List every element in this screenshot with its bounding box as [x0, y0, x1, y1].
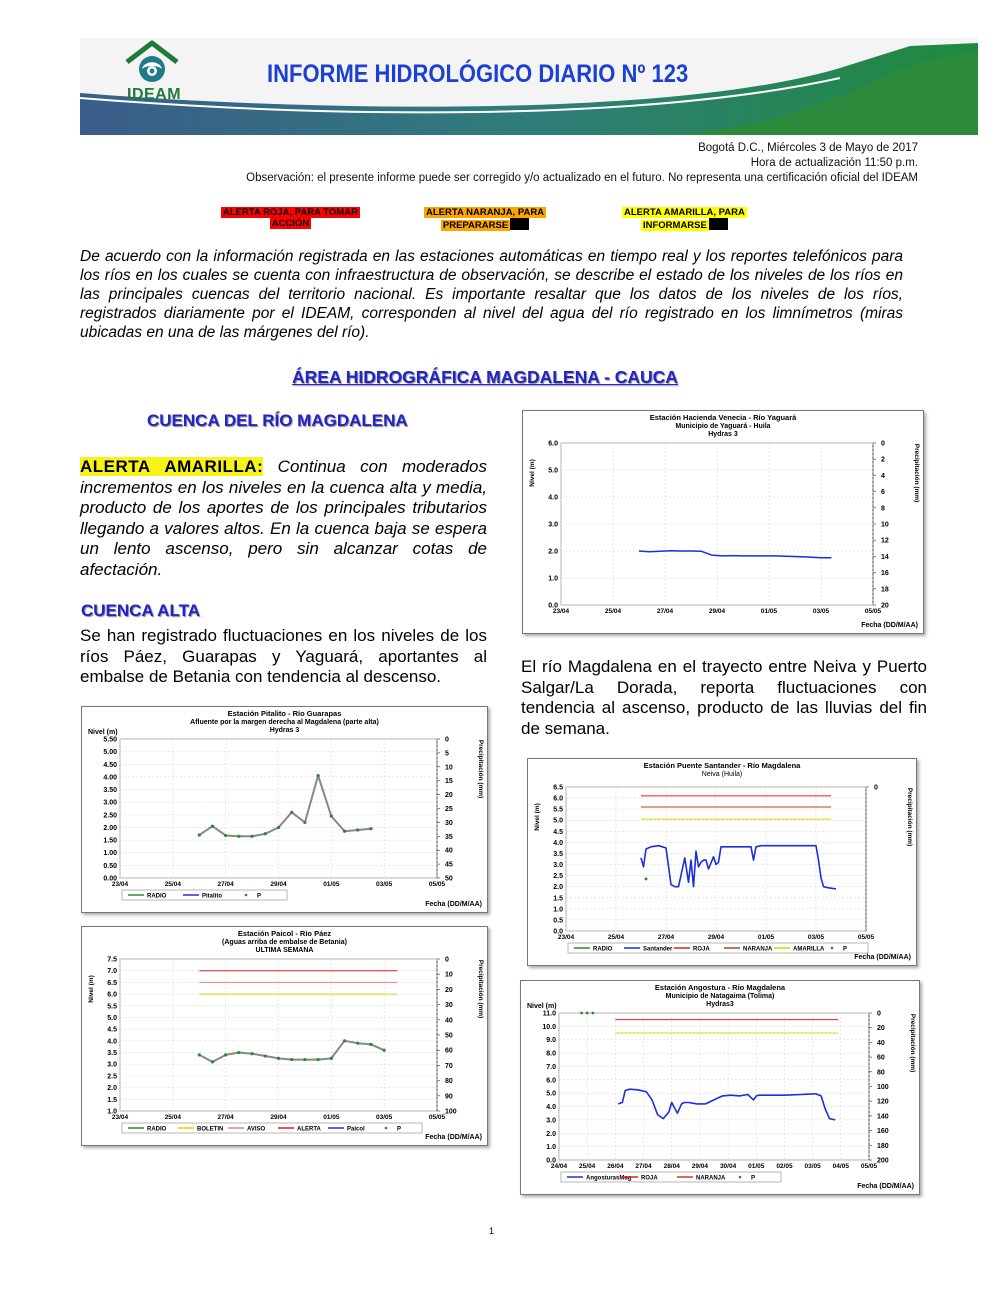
y2-tick-label: 10	[445, 971, 453, 979]
x-tick-label: 25/04	[579, 1163, 596, 1170]
data-point	[211, 1060, 214, 1063]
x-tick-label: 02/05	[776, 1163, 793, 1170]
y-tick-label: 2.00	[103, 824, 117, 832]
y-tick-label: 9.0	[546, 1037, 556, 1045]
y2-axis-label: Precipitación (mm)	[913, 443, 920, 503]
y-tick-label: 1.0	[548, 575, 558, 583]
y2-tick-label: 2	[881, 456, 885, 464]
y-axis-label: Nivel (m)	[88, 975, 95, 1003]
x-tick-label: 01/05	[748, 1163, 765, 1170]
y-tick-label: 1.0	[546, 1144, 556, 1152]
alert-label: ALERTA AMARILLA:	[80, 457, 264, 476]
x-axis-label: Fecha (DD/M/AA)	[854, 954, 911, 961]
y2-tick-label: 50	[445, 1032, 453, 1040]
y-axis-label: Nivel (m)	[529, 459, 536, 487]
y2-tick-label: 30	[445, 1002, 453, 1010]
x-tick-label: 27/04	[656, 608, 674, 615]
y-tick-label: 2.0	[546, 1130, 556, 1138]
y-tick-label: 3.00	[103, 799, 117, 807]
data-point	[356, 828, 359, 831]
x-tick-label: 23/04	[111, 1114, 129, 1121]
y-tick-label: 4.00	[103, 774, 117, 782]
date-line: Bogotá D.C., Miércoles 3 de Mayo de 2017	[698, 142, 918, 154]
legend-label: NARANJA	[743, 946, 773, 953]
chart-subtitle: (Aguas arriba de embalse de Betania)	[222, 939, 347, 946]
legend-label: ROJA	[693, 946, 710, 953]
legend-label: AngosturasMag	[586, 1175, 632, 1182]
data-point	[277, 826, 280, 829]
legend-label: ROJA	[641, 1175, 658, 1182]
y2-tick-label: 6	[881, 489, 885, 497]
y-tick-label: 6.0	[107, 991, 117, 999]
x-tick-label: 01/05	[323, 881, 340, 888]
y-tick-label: 0.0	[553, 928, 563, 936]
legend-label: P	[843, 946, 848, 953]
x-tick-label: 30/04	[719, 1163, 737, 1170]
chart-subtitle2: Hydras3	[706, 1001, 734, 1008]
y-tick-label: 1.00	[103, 850, 117, 858]
data-point	[303, 821, 306, 824]
legend-swatch	[831, 947, 834, 950]
x-tick-label: 23/04	[552, 608, 570, 615]
y-tick-label: 3.5	[553, 850, 563, 858]
y2-tick-label: 45	[445, 861, 453, 869]
y-tick-label: 0.5	[553, 917, 563, 925]
y2-axis-label: Precipitación (mm)	[906, 787, 913, 847]
data-point	[369, 827, 372, 830]
x-axis-label: Fecha (DD/M/AA)	[861, 622, 918, 629]
y2-axis-label: Precipitación (mm)	[477, 739, 484, 799]
data-point	[317, 1058, 320, 1061]
data-point	[250, 1052, 253, 1055]
magdalena-paragraph: El río Magdalena en el trayecto entre Neiva y Puerto Salgar/La Dorada, reporta fluctuaciones con tendencia al ascenso, producto de las lluvias del fin de semana.	[521, 657, 927, 738]
cuenca-alta-paragraph: Se han registrado fluctuaciones en los niveles de los ríos Páez, Guarapas y Yaguará, aportantes al embalse de Betania con tendencia al descenso.	[80, 626, 487, 686]
chart-subtitle: Afluente por la margen derecha al Magdalena (parte alta)	[190, 719, 379, 726]
legend-swatch	[385, 1127, 388, 1130]
x-tick-label: 29/04	[707, 934, 725, 941]
y-axis-label: Nivel (m)	[534, 803, 541, 831]
legend-label: AMARILLA	[793, 946, 825, 953]
series-line	[618, 1089, 835, 1120]
data-point	[645, 878, 648, 881]
x-tick-label: 01/05	[323, 1114, 340, 1121]
legend-label: BOLETIN	[197, 1126, 224, 1133]
x-tick-label: 29/04	[270, 1114, 287, 1121]
y2-tick-label: 20	[877, 1025, 885, 1033]
chart-title: Estación Pitalito - Río Guarapas	[227, 709, 342, 718]
alert-naranja-line2: PREPARARSE	[442, 220, 509, 231]
chart-title: Estación Hacienda Venecia - Río Yaguará	[649, 413, 797, 422]
x-tick-label: 25/04	[164, 881, 181, 888]
update-time: Hora de actualización 11:50 p.m.	[750, 157, 918, 169]
data-point	[290, 1058, 293, 1061]
x-tick-label: 24/04	[550, 1163, 568, 1170]
date-block	[246, 141, 918, 186]
y-axis-label: Nivel (m)	[527, 1003, 557, 1010]
legend-label: RADIO	[147, 1126, 167, 1133]
y-tick-label: 5.0	[553, 817, 563, 825]
y-tick-label: 11.0	[542, 1010, 556, 1018]
y2-tick-label: 180	[877, 1142, 889, 1150]
legend-label: AVISO	[247, 1126, 266, 1133]
y-tick-label: 6.5	[107, 979, 117, 987]
x-tick-label: 03/05	[804, 1163, 821, 1170]
y-tick-label: 1.50	[103, 837, 117, 845]
y2-tick-label: 100	[445, 1108, 457, 1116]
legend-label: P	[257, 893, 262, 900]
y-tick-label: 2.0	[553, 884, 563, 892]
series-line	[639, 551, 831, 558]
data-point	[330, 814, 333, 817]
chart-angostura	[520, 980, 920, 1195]
x-tick-label: 01/05	[760, 608, 778, 615]
y-tick-label: 3.5	[107, 1050, 117, 1058]
y2-tick-label: 20	[445, 986, 453, 994]
y2-tick-label: 40	[445, 847, 453, 855]
chart-svg	[528, 759, 916, 965]
alert-amarilla-line2: INFORMARSE	[642, 220, 707, 231]
alert-roja-legend	[221, 207, 360, 229]
chart-pitalito	[81, 706, 488, 913]
alert-text: Continua con moderados incrementos en los niveles en la cuenca alta y media, producto de los aportes de los principales tributarios llegando a valores altos. En la cuenca baja se espera un lento ascenso, pero sin alcanzar cotas de afectación.	[80, 457, 487, 579]
y-tick-label: 2.0	[107, 1085, 117, 1093]
data-point	[198, 1053, 201, 1056]
data-point	[343, 1039, 346, 1042]
y-tick-label: 5.5	[107, 1003, 117, 1011]
x-tick-label: 26/04	[607, 1163, 624, 1170]
y-tick-label: 4.5	[107, 1026, 117, 1034]
x-tick-label: 27/04	[217, 1114, 234, 1121]
data-point	[198, 833, 201, 836]
y2-tick-label: 0	[881, 440, 885, 448]
y2-tick-label: 120	[877, 1098, 889, 1106]
y-tick-label: 1.0	[107, 1108, 117, 1116]
y-tick-label: 3.0	[546, 1117, 556, 1125]
y-tick-label: 7.0	[107, 968, 117, 976]
y2-tick-label: 0	[445, 736, 449, 744]
y2-tick-label: 80	[445, 1078, 453, 1086]
chart-title: Estación Paicol - Río Páez	[237, 929, 332, 938]
y-tick-label: 6.0	[553, 795, 563, 803]
y2-tick-label: 18	[881, 586, 889, 594]
data-point	[224, 1053, 227, 1056]
data-point	[250, 835, 253, 838]
y-tick-label: 5.0	[548, 467, 558, 475]
x-tick-label: 23/04	[557, 934, 575, 941]
x-tick-label: 27/04	[217, 881, 234, 888]
series-line	[641, 846, 836, 889]
chart-subtitle: Neiva (Huila)	[701, 771, 743, 778]
y2-tick-label: 15	[445, 778, 453, 786]
data-point	[211, 825, 214, 828]
x-tick-label: 03/05	[376, 881, 393, 888]
data-point	[369, 1043, 372, 1046]
x-axis-label: Fecha (DD/M/AA)	[425, 901, 482, 908]
y2-tick-label: 30	[445, 819, 453, 827]
y2-tick-label: 25	[445, 806, 453, 813]
legend-swatch	[739, 1176, 742, 1179]
data-point	[237, 835, 240, 838]
alert-amarilla-line1: ALERTA AMARILLA, PARA	[624, 207, 745, 218]
y-tick-label: 4.0	[107, 1038, 117, 1046]
data-point	[290, 811, 293, 814]
data-point	[237, 1051, 240, 1054]
chart-svg	[523, 411, 923, 633]
chart-subtitle2: Hydras 3	[708, 431, 738, 438]
data-point	[343, 830, 346, 833]
y-tick-label: 1.5	[553, 895, 563, 903]
legend-box	[122, 1123, 422, 1133]
data-point	[277, 1057, 280, 1060]
chart-subtitle2: ULTIMA SEMANA	[255, 947, 314, 954]
chart-subtitle: Municipio de Natagaima (Tolima)	[665, 993, 775, 1000]
chart-subtitle: Municipio de Yaguará - Huila	[675, 423, 771, 430]
page-title: INFORME HIDROLÓGICO DIARIO Nº 123	[267, 60, 689, 88]
x-tick-label: 23/04	[111, 881, 129, 888]
y2-tick-label: 90	[445, 1093, 453, 1101]
y-tick-label: 4.0	[553, 839, 563, 847]
y-tick-label: 4.0	[548, 494, 558, 502]
y2-tick-label: 14	[881, 553, 889, 561]
data-point	[591, 1012, 594, 1015]
chart-paicol	[81, 926, 488, 1146]
y-tick-label: 5.5	[553, 806, 563, 814]
x-tick-label: 03/05	[376, 1114, 393, 1121]
y2-tick-label: 80	[877, 1069, 885, 1077]
y2-tick-label: 16	[881, 570, 889, 578]
y2-tick-label: 35	[445, 833, 453, 841]
cuenca-alta-title: CUENCA ALTA	[81, 601, 200, 620]
y2-tick-label: 160	[877, 1128, 889, 1136]
y2-tick-label: 20	[445, 792, 453, 800]
alert-roja-line1: ALERTA ROJA, PARA TOMAR	[223, 207, 358, 218]
y2-axis-label: Precipitación (mm)	[909, 1013, 916, 1073]
legend-label: NARANJA	[696, 1175, 726, 1182]
y-tick-label: 6.0	[548, 440, 558, 448]
chart-santander	[527, 758, 917, 966]
data-point	[330, 1057, 333, 1060]
data-point	[303, 1058, 306, 1061]
legend-label: Santander	[643, 946, 673, 953]
x-tick-label: 05/05	[428, 1114, 446, 1121]
y-tick-label: 2.5	[553, 873, 563, 881]
y-tick-label: 3.50	[103, 787, 117, 795]
y-tick-label: 7.0	[546, 1063, 556, 1071]
data-point	[317, 774, 320, 777]
y2-tick-label: 8	[881, 505, 885, 513]
y-tick-label: 2.50	[103, 812, 117, 820]
data-point	[580, 1012, 583, 1015]
data-point	[383, 1049, 386, 1052]
y-tick-label: 5.50	[103, 736, 117, 744]
alert-naranja-line1: ALERTA NARANJA, PARA	[426, 207, 545, 218]
chart-svg	[82, 927, 487, 1145]
black-box-icon	[709, 218, 728, 230]
y-tick-label: 6.0	[546, 1077, 556, 1085]
y-tick-label: 0.0	[546, 1157, 556, 1165]
y-tick-label: 7.5	[107, 956, 117, 964]
plot-area	[559, 1013, 869, 1160]
x-tick-label: 27/04	[635, 1163, 652, 1170]
alert-amarilla-legend	[622, 207, 747, 231]
chart-venecia	[522, 410, 924, 634]
y2-tick-label: 60	[445, 1047, 453, 1055]
x-tick-label: 03/05	[812, 608, 830, 615]
y2-tick-label: 12	[881, 537, 889, 545]
legend-label: RADIO	[593, 946, 613, 953]
y-tick-label: 4.50	[103, 761, 117, 769]
y2-axis-label: Precipitación (mm)	[477, 959, 484, 1019]
y-tick-label: 1.5	[107, 1096, 117, 1104]
observation-note: Observación: el presente informe puede ser corregido y/o actualizado en el futuro. No representa una certificación oficial del IDEAM	[246, 172, 918, 184]
y2-tick-label: 0	[445, 956, 449, 964]
x-tick-label: 05/05	[860, 1163, 878, 1170]
y2-tick-label: 20	[881, 602, 889, 610]
series-line	[199, 776, 371, 837]
data-point	[264, 832, 267, 835]
chart-title: Estación Puente Santander - Río Magdalena	[643, 761, 801, 770]
y2-tick-label: 40	[877, 1039, 885, 1047]
data-point	[586, 1012, 589, 1015]
x-tick-label: 29/04	[270, 881, 287, 888]
y2-tick-label: 4	[881, 472, 885, 480]
y-tick-label: 3.0	[553, 862, 563, 870]
chart-subtitle2: Hydras 3	[269, 727, 300, 734]
y-tick-label: 6.5	[553, 784, 563, 792]
y2-tick-label: 70	[445, 1062, 453, 1070]
x-tick-label: 05/05	[864, 608, 882, 615]
legend-label: P	[397, 1126, 402, 1133]
y2-tick-label: 200	[877, 1157, 889, 1165]
y-tick-label: 4.5	[553, 828, 563, 836]
y-tick-label: 3.0	[107, 1061, 117, 1069]
x-tick-label: 29/04	[708, 608, 726, 615]
x-tick-label: 27/04	[657, 934, 675, 941]
x-tick-label: 03/05	[807, 934, 825, 941]
y2-tick-label: 0	[877, 1010, 881, 1018]
alert-naranja-legend	[424, 207, 546, 231]
area-title: ÁREA HIDROGRÁFICA MAGDALENA - CAUCA	[292, 367, 678, 387]
intro-paragraph: De acuerdo con la información registrada en las estaciones automáticas en tiempo real y los reportes telefónicos para los ríos en los cuales se cuenta con infraestructura de observación, se describe el estado de los niveles de los ríos en las principales cuencas del territorio nacional. Es importante resaltar que los datos de los niveles de los ríos, registrados diariamente por el IDEAM, corresponden al nivel del agua del río registrado en los limnímetros (miras ubicadas en una de las márgenes del río).	[80, 248, 903, 341]
y-tick-label: 4.0	[546, 1104, 556, 1112]
x-tick-label: 01/05	[757, 934, 775, 941]
data-point	[264, 1054, 267, 1057]
alert-roja-line2: ACCIÓN	[271, 218, 310, 229]
chart-title: Estación Angostura - Río Magdalena	[654, 983, 786, 992]
y-tick-label: 0.00	[103, 875, 117, 883]
x-tick-label: 04/05	[832, 1163, 849, 1170]
alert-paragraph	[80, 457, 487, 580]
y-tick-label: 2.0	[548, 548, 558, 556]
legend-label: Paicol	[347, 1126, 365, 1133]
y-tick-label: 0.0	[548, 602, 558, 610]
x-tick-label: 05/05	[857, 934, 875, 941]
chart-svg	[521, 981, 919, 1194]
legend-label: P	[751, 1175, 756, 1182]
legend-label: RADIO	[147, 893, 167, 900]
y2-tick-label: 40	[445, 1017, 453, 1025]
y-tick-label: 5.0	[546, 1090, 556, 1098]
x-tick-label: 25/04	[604, 608, 622, 615]
y2-tick-label: 60	[877, 1054, 885, 1062]
legend-label: Pitalito	[202, 893, 223, 900]
x-tick-label: 25/04	[607, 934, 625, 941]
logo-text: IDEAM	[127, 86, 182, 103]
report-header	[80, 38, 978, 135]
y2-tick-label: 10	[881, 521, 889, 529]
y2-tick-label: 100	[877, 1084, 889, 1091]
cuenca-title: CUENCA DEL RÍO MAGDALENA	[147, 411, 408, 430]
x-tick-label: 29/04	[691, 1163, 709, 1170]
y-tick-label: 3.0	[548, 521, 558, 529]
data-point	[224, 834, 227, 837]
y-tick-label: 8.0	[546, 1050, 556, 1058]
x-tick-label: 28/04	[663, 1163, 680, 1170]
x-axis-label: Fecha (DD/M/AA)	[425, 1134, 482, 1141]
y2-tick-label: 10	[445, 764, 453, 772]
y-tick-label: 0.50	[103, 862, 117, 870]
y2-tick-label: 5	[445, 750, 449, 758]
black-box-icon	[510, 218, 529, 230]
y-tick-label: 5.0	[107, 1014, 117, 1022]
y-tick-label: 1.0	[553, 906, 563, 914]
y-tick-label: 5.00	[103, 749, 117, 757]
legend-swatch	[245, 894, 248, 897]
x-tick-label: 05/05	[428, 881, 446, 888]
y2-tick-label: 140	[877, 1113, 889, 1121]
y2-tick-label: 0	[874, 784, 878, 792]
x-tick-label: 25/04	[164, 1114, 181, 1121]
y-tick-label: 10.0	[542, 1023, 556, 1031]
page-number: 1	[489, 1226, 495, 1236]
legend-label: ALERTA	[297, 1126, 321, 1133]
y2-tick-label: 50	[445, 875, 453, 883]
y-axis-label: Nivel (m)	[88, 729, 118, 736]
y-tick-label: 2.5	[107, 1073, 117, 1081]
chart-svg	[82, 707, 487, 912]
data-point	[356, 1042, 359, 1045]
x-axis-label: Fecha (DD/M/AA)	[857, 1183, 914, 1190]
ideam-logo-icon	[122, 40, 182, 88]
